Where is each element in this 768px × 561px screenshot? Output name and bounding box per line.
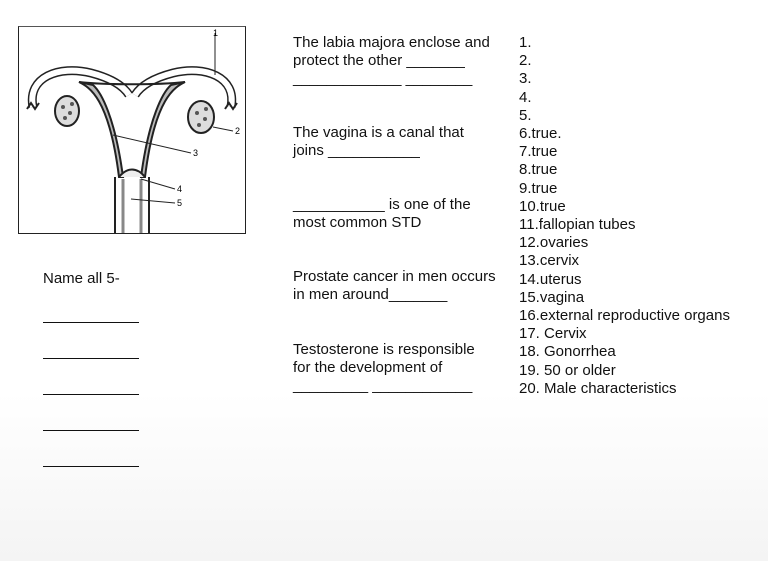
question-5 xyxy=(293,341,513,395)
answer-item: 4. xyxy=(519,88,532,106)
answer-item: 17. Cervix xyxy=(519,325,587,343)
callout-4: 4 xyxy=(177,184,183,194)
answer-item: 15.vagina xyxy=(519,288,585,306)
question-line: _____________ ________ xyxy=(293,70,473,87)
question-line: ___________ is one of the xyxy=(293,196,471,213)
question-3 xyxy=(293,196,513,232)
answer-item: 14.uterus xyxy=(519,270,582,288)
answer-item: 3. xyxy=(519,70,532,88)
answer-blank-1[interactable] xyxy=(43,322,139,323)
name-prompt: Name all 5- xyxy=(43,270,120,287)
question-2 xyxy=(293,124,513,160)
question-line: for the development of xyxy=(293,359,443,376)
question-4 xyxy=(293,268,513,304)
answer-list xyxy=(519,34,730,398)
question-line: The labia majora enclose and xyxy=(293,34,490,51)
answer-item: 2. xyxy=(519,52,532,70)
answer-item: 5. xyxy=(519,106,532,124)
answer-item: 6.true. xyxy=(519,125,562,143)
answer-item: 16.external reproductive organs xyxy=(519,307,730,325)
answer-item: 1. xyxy=(519,34,532,51)
question-line: Prostate cancer in men occurs xyxy=(293,268,496,285)
question-line: The vagina is a canal that xyxy=(293,124,464,141)
answer-item: 10.true xyxy=(519,197,566,215)
answer-item: 13.cervix xyxy=(519,252,580,270)
callout-1: 1 xyxy=(213,28,219,38)
answer-blank-4[interactable] xyxy=(43,430,139,431)
uterus-illustration xyxy=(19,27,245,233)
callout-5: 5 xyxy=(177,198,183,208)
answer-blank-2[interactable] xyxy=(43,358,139,359)
question-line: protect the other _______ xyxy=(293,52,465,69)
question-line: Testosterone is responsible xyxy=(293,341,475,358)
answer-blank-3[interactable] xyxy=(43,394,139,395)
question-line: most common STD xyxy=(293,214,422,231)
answer-item: 20. Male characteristics xyxy=(519,379,677,397)
answer-item: 7.true xyxy=(519,143,558,161)
callout-2: 2 xyxy=(235,126,241,136)
reproductive-diagram xyxy=(18,26,246,234)
question-line: _________ ____________ xyxy=(293,377,473,394)
answer-item: 9.true xyxy=(519,179,558,197)
question-line: joins ___________ xyxy=(293,142,420,159)
question-line: in men around_______ xyxy=(293,286,448,303)
answer-item: 12.ovaries xyxy=(519,234,589,252)
answer-item: 18. Gonorrhea xyxy=(519,343,616,361)
answer-blank-5[interactable] xyxy=(43,466,139,467)
answer-item: 11.fallopian tubes xyxy=(519,216,636,234)
callout-3: 3 xyxy=(193,148,199,158)
question-1 xyxy=(293,34,513,88)
answer-item: 19. 50 or older xyxy=(519,361,616,379)
answer-item: 8.true xyxy=(519,161,558,179)
